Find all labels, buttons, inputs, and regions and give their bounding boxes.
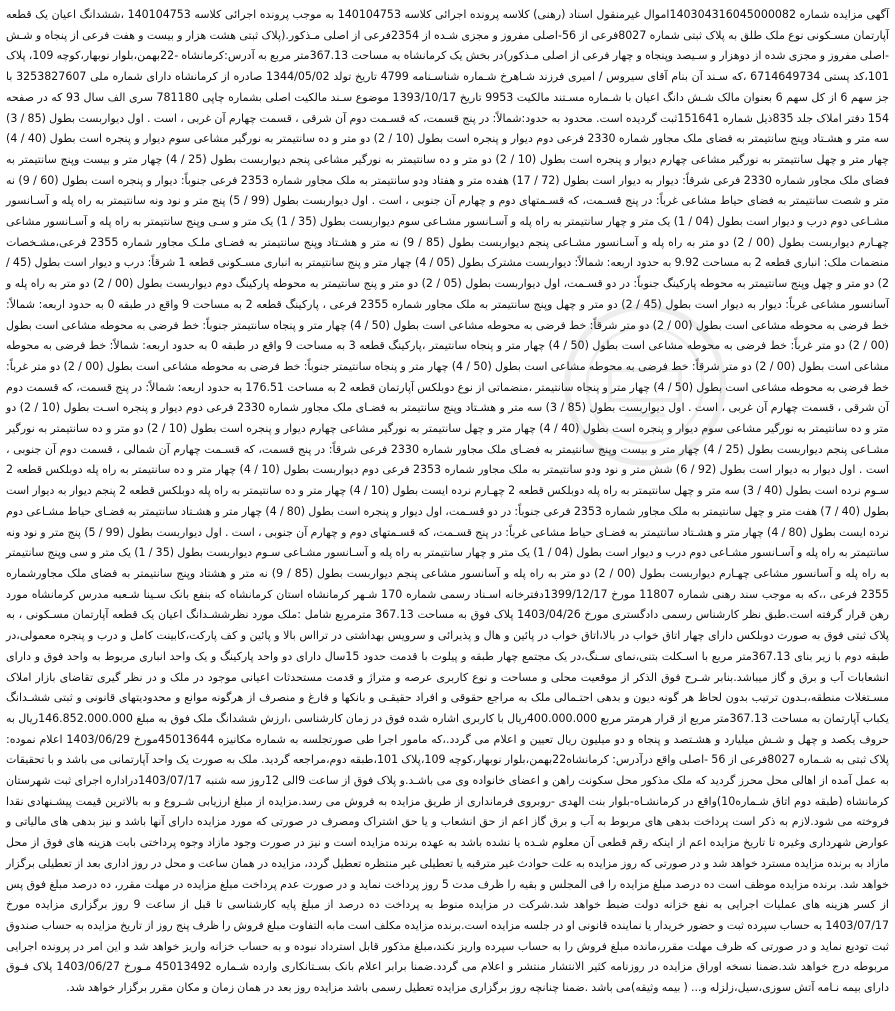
- auction-notice-text: آگهی مزایده شماره 140304316045000082اموال غیرمنقول اسناد (رهنی) کلاسه پرونده اجرائی کلاسه 140104753 به موجب پرونده اجرائی کلاسه 140104753 ،ششدانگ اعیان یک قطعه آپارتمان مسـکونی نوع ملک طلق به پلاک ثبتی شماره 8027فرعی از 56-اصلی مفروز و مجزی شـده از 2354فرعی از اصلی مـذکور.(پلاک ثبتی هشت هزار و بیست و هفت فرعی از پنجاه و شـش -اصلی مفروز و مجزی شده از دوهزار و سـیصد وپنجاه و چهار فرعی از اصلی مـذکور)در بخش یک کرمانشاه به مساحت 367.13متر مربع به آدرس:کرمانشاه -22بهمن،بلوار نوبهار،کوچه 109، پلاک 101،کد پستی 6714649734 ،که سـند آن بنام آقای سیروس / امیری فرزند شـاهرخ شـماره شناسـنامه 4799 تاریخ تولد 1344/05/02 صادره از کرمانشاه دارای شماره ملی 3253827607 با جز سهم 6 از کل سهم 6 بعنوان مالک شـش دانگ اعیان با شـماره مسـتند مالکیت 9953 تاریخ 1393/10/17 موضوع سـند مالکیت اصلی بشماره چاپی 781180 سری الف سال 93 که در صفحه 154 دفتر املاک جلد 835ذیل شماره 151641ثبت گردیده است. محدود به حدود:شمالاً: در پنج قسمت، که قسـمت دوم آن شرقی ، قسمت چهارم آن غربی ، است . اول دیواربست بطول (85 / 3) سه متر و هشـتاد وپنج سانتیمتر به فضای ملک مجاور شماره 2330 فرعی دوم دیوار و پنجره است بطول (10 / 2) دو متر و ده سانتیمتر به نورگیر مشاعی سوم دیوار و پنجره است بطول (40 / 4) چهار متر و چهل سانتیمتر به نورگیر مشاعی چهارم دیوار و پنجره است بطول (10 / 2) دو متر و ده سانتیمتر به نورگیر مشاعی پنجم دیواربست بطول (25 / 4) چهار متر و بیست وپنج سانتیمتر به فضای ملک مجاور شماره 2330 فرعی شرقاً: دیوار به دیوار است بطول (72 / 17) هفده متر و هفتاد ودو سانتیمتر به ملک مجاور شماره 2353 فرعی جنوباً: دیوار و پنجره است بطول (60 / 9) نه متر و شصت سانتیمتر به فضای حیاط مشاعی غرباً: در پنج قسـمت، که قسـمتهای دوم و چهارم آن جنوبی ، است . اول دیواربست بطول (99 / 5) پنج متر و نود ونه سانتیمتر به راه پله و آسـانسور مشـاعی دوم درب و دیوار است بطول (04 / 1) یک متر و چهار سانتیمتر به راه پله و آسـانسور مشـاعی سوم دیواربست بطول (35 / 1) یک متر و سـی وپنج سانتیمتر به راه پله و آسـانسور مشاعی چهـارم دیواربست بطول (00 / 2) دو متر به راه پله و آسـانسور مشـاعی پنجم دیواربست بطول (85 / 9) نه متر و هشـتاد وپنج سانتیمتر به فضـای ملـک مجاور شماره 2355 فرعی،مشـخصات منضمات ملک: انباری قطعه 2 به مساحت 9.92 به حدود اربعه: شمالاً: دیواربست مشترک بطول (05 / 4) چهار متر و پنج سانتیمتر به انباری مسـکونی قطعه 1 شرقاً: درب و دیوار است بطول (45 / 2) دو متر و چهل وپنج سانتیمتر به محوطه پارکینگ جنوباً: در دو قسـمت، اول دیواربست بطول (05 / 2) دو متر و پنج سانتیمتر به محوطه پارکینگ دوم دیواربست بطول (00 / 2) دو متر به راه پله و آسانسور مشاعی غرباً: دیوار به دیوار است بطول (45 / 2) دو متر و چهل وپنج سانتیمتر به ملک مجاور شماره 2355 فرعی ، پارکینگ قطعه 2 به مساحت 9 واقع در طبقه 0 به حدود اربعه: شمالاً: خط فرضی به محوطه مشاعی است بطول (00 / 2) دو متر شرقاً: خط فرضی به محوطه مشاعی است بطول (50 / 4) چهار متر و پنجاه سانتیمتر جنوباً: خط فرضی به محوطه مشاعی است بطول (00 / 2) دو متر غرباً: خط فرضی به محوطه مشاعی است بطول (50 / 4) چهار متر و پنجاه سانتیمتر ،پارکینگ قطعه 3 به مساحت 9 واقع در طبقه 0 به حدود اربعه: شمالاً: خط فرضی به محوطه مشاعی است بطول (00 / 2) دو متر شرقاً: خط فرضی به محوطه مشاعی است بطول (50 / 4) چهار متر و پنجاه سانتیمتر جنوباً: خط فرضی به محوطه مشاعی است بطول (00 / 2) دو متر غرباً: خط فرضی به محوطه مشاعی است بطول (50 / 4) چهار متر و پنجاه سانتیمتر ،منضماتی از نوع دوبلکس آپارتمان قطعه 2 به مساحت 176.51 به حدود اربعه: شمالاً: در پنج قسمت، که قسمت دوم آن شرقی ، قسمت چهارم آن غربی ، است . اول دیواربست بطول (85 / 3) سه متر و هشـتاد وپنج سانتیمتر به فضـای ملک مجاور شماره 2330 فرعی دوم دیوار و پنجره اسـت بطول (10 / 2) دو متر و ده سانتیمتر به نورگیر مشاعی سوم دیوار و پنجره است بطول (40 / 4) چهار متر و چهل سانتیمتر به نورگیر مشاعی چهارم دیوار و پنجره است بطول (10 / 2) دو متر و ده سانتیمتر به نورگیر مشـاعی پنجم دیواربست بطول (25 / 4) چهار متر و بیست وپنج سانتیمتر به فضـای ملک مجاور شماره 2330 فرعی شرقاً: در پنج قسمت، که قسـمت چهارم آن شمالی ، قسمت دوم آن جنوبی ، است . اول دیوار به دیوار است بطول (92 / 6) شش متر و نود ودو سانتیمتر به ملک مجاور شماره 2353 فرعی دوم دیواربست بطول (10 / 4) چهار متر و ده سانتیمتر به راه پله دوبلکس قطعه 2 سـوم نرده است بطول (40 / 3) سه متر و چهل سانتیمتر به راه پله دوبلکس قطعه 2 چهـارم نرده ایست بطول (10 / 4) چهار متر و ده سانتیمتر به راه پله دوبلکس قطعه 2 پنجم دیوار به دیوار است بطول (40 / 7) هفت متر و چهل سانتیمتر به ملک مجاور شماره 2353 فرعی جنوباً: در دو قسـمت، اول دیوار و پنجره است بطول (80 / 4) چهار متر و هشـتاد سانتیمتر به فضـای حیاط مشـاعی دوم نرده ایست بطول (80 / 4) چهار متر و هشـتاد سانتیمتر به فضـای حیاط مشاعی غرباً: در پنج قسـمت، که قسـمتهای دوم و چهارم آن جنوبی ، است . اول دیواربست بطول (99 / 5) پنج متر و نود ونه سانتیمتر به راه پله و آسـانسور مشـاعی دوم درب و دیوار است بطول (04 / 1) یک متر و چهار سانتیمتر به راه پله و آسـانسور مشـاعی سـوم دیواربست بطول (35 / 1) یک متر و سی وپنج سانتیمتر به راه پله و آسانسور مشاعی چهـارم دیواربست بطول (00 / 2) دو متر به راه پله و آسانسور مشاعی پنجم دیواربست بطول (85 / 9) نه متر و هشتاد وپنج سانتیمتر به فضای ملک مجاورشماره 2355 فرعی ،،که به موجب سند رهنی شماره 11807 مورخ 1399/12/17دفترخانه اسـناد رسمی شماره 170 شـهر کرمانشاه استان کرمانشاه که بنفع بانک سـینا شـعبه مدرس کرمانشاه مورد رهن قرار گرفته است.طبق نظر کارشناس رسمی دادگستری مورخ 1403/04/26 پلاک فوق به مساحت 367.13 مترمربع شامل :ملک مورد نظرششـدانگ اعیان یک قطعه آپارتمان مسـکونی ، به پلاک ثبتی فوق به صورت دوبلکس دارای چهار اتاق خواب در بالا،اتاق خواب در پائین و هال و پذیرائی و سرویس بهداشتی در ترااس بالا و پائین و کف پارکت،کابینت کامل و درب و پنجره معمولی،در طبقه دوم با زیر بنای 367.13متر مربع با اسـکلت بتنی،نمای سـنگ،در یک مجتمع چهار طبقه و پیلوت با قدمت حدود 15سال دارای دو واحد پارکینگ و یک واحد انباری مربوط به واحد فوق و دارای انشعابات آب و برق و گاز میباشد.بنابر شـرح فوق الذکر از موقعیت محلی و مساحت و نوع کاربری عرصه و متراژ و قدمت مستحدثات اعیانی موجود در ملک و در نظر گیری تقاضای بازار املاک مسـتغلات منطقه،بـدون ترتیب بدون لحاظ هر گونه دیون و بدهی احتـمالی ملک به مراجع حقوقی و افراد حقیقـی و بانکها و فارغ و منصرف از هرگونه موانع و محدودیتهای قانونی و ثبتی ششـدانگ یکباب آپارتمان به مساحت 367.13متر مربع از قرار هرمتر مربع 400.000.000ریال با کاربری اشاره شده فوق در زمان کارشناسی ،ارزش ششدانگ ملک فوق به مبلغ 146.852.000.000ریال به حروف یکصد و چهل و شـش میلیارد و هشـتصد و پنجاه و دو میلیون ریال تعیین و اعلام می گردد.،که مامور اجرا طی صورتجلسه به شماره مکانیزه 45013644مورخ 1403/06/29 اعلام نموده: پلاک ثبتی به شـماره 8027فرعی از 56 -اصلی واقع درآدرس: کرمانشاه22بهمن،بلوار نوبهار،کوچه 109،پلاک 101،طبقه دوم،مراجعه گردید. ملک به صورت یک واحد آپارتمانی می باشد و با تحقیقات به عمل آمده از اهالی محل محرز گردید که ملک مذکور محل سکونت راهن و اعضای خانواده وی می باشـد.و پلاک فوق از ساعت 9الی 12روز سه شنبه 1403/07/17دراداره اجرای ثبت شهرستان کرمانشاه (طبقه دوم اتاق شـماره10)واقع در کرمانشـاه-بلوار بنت الهدی -روبروی فرمانداری از طریق مزایده به فروش می رسد.مزایده از مبلغ ارزیابی شـروع و به بالاترین قیمت پیشـنهادی نقدا فروخته می شود.لازم به ذکر است پرداخت بدهی های مربوط به آب و برق گاز اعم از حق انشعاب و یا حق اشتراک ومصرف در صورتی که مورد مزایده دارای آنها باشد و نیز بدهی های مالیاتی و عوارض شهرداری وغیره تا تاریخ مزایده اعم از اینکه رقم قطعی آن معلوم شـده یا نشده باشد به عهده برنده مزایده است و نیز در صورت وجود مازاد وجوه پرداختی بابت هزینه های فوق از محل مازاد به برنده مزایده مسترد خواهد شد و در صورتی که روز مزایده به علت حوادث غیر مترقبه یا تعطیلی غیر منتظره تعطیل گردد، مزایده در همان ساعت و محل در روز اداری بعد از تعطیلی برگزار خواهد شد. برنده مزایده موظف است ده درصد مبلغ مزایده را فی المجلس و بقیه را ظرف مدت 5 روز پرداخت نماید و در صورت عدم پرداخت مبلغ مزایده در مهلت مقرر، ده درصد مبلغ فوق پس از کسر هزینه های عملیات اجرایی به نفع خزانه دولت ضبط خواهد شد.شرکت در مزایده منوط به پرداخت ده درصد از مبلغ پایه کارشناسی تا قبل از ساعت 9 روز برگزاری مزایده مورخ 1403/07/17 به حساب سپرده ثبت و حضور خریدار یا نماینده قانونی او در جلسه مزایده است.برنده مزایده مکلف است مابه التفاوت مبلغ فروش را ظرف پنج روز از تاریخ مزایده به حساب صندوق ثبت تودیع نماید و در صورتی که ظرف مهلت مقرر،مانده مبلغ فروش را به حساب سپرده واریز نکند،مبلغ مذکور قابل استرداد نبوده و به حساب خزانه واریز خواهد شد و این امر در پرونده اجرایی مربوطه درج خواهد شد.ضمنا نسخه اوراق مزایده در روزنامه کثیر الانتشار منتشر و اعلام می گردد.ضمنا برابر اعلام بانک بسـتانکاری وارده شـماره 45013492 مـورخ 1403/06/27 پلاک فـوق دارای بیمه نـامه آتش سوزی،سیل،زلزله و... ( بیمه وثیقه)می باشد .ضمنا چنانچه روز برگزاری مزایده تعطیل رسمی باشد مزایده روز بعد در همان زمان و مکان مقرر برگزار خواهد شد.: [6, 8, 890, 995]
